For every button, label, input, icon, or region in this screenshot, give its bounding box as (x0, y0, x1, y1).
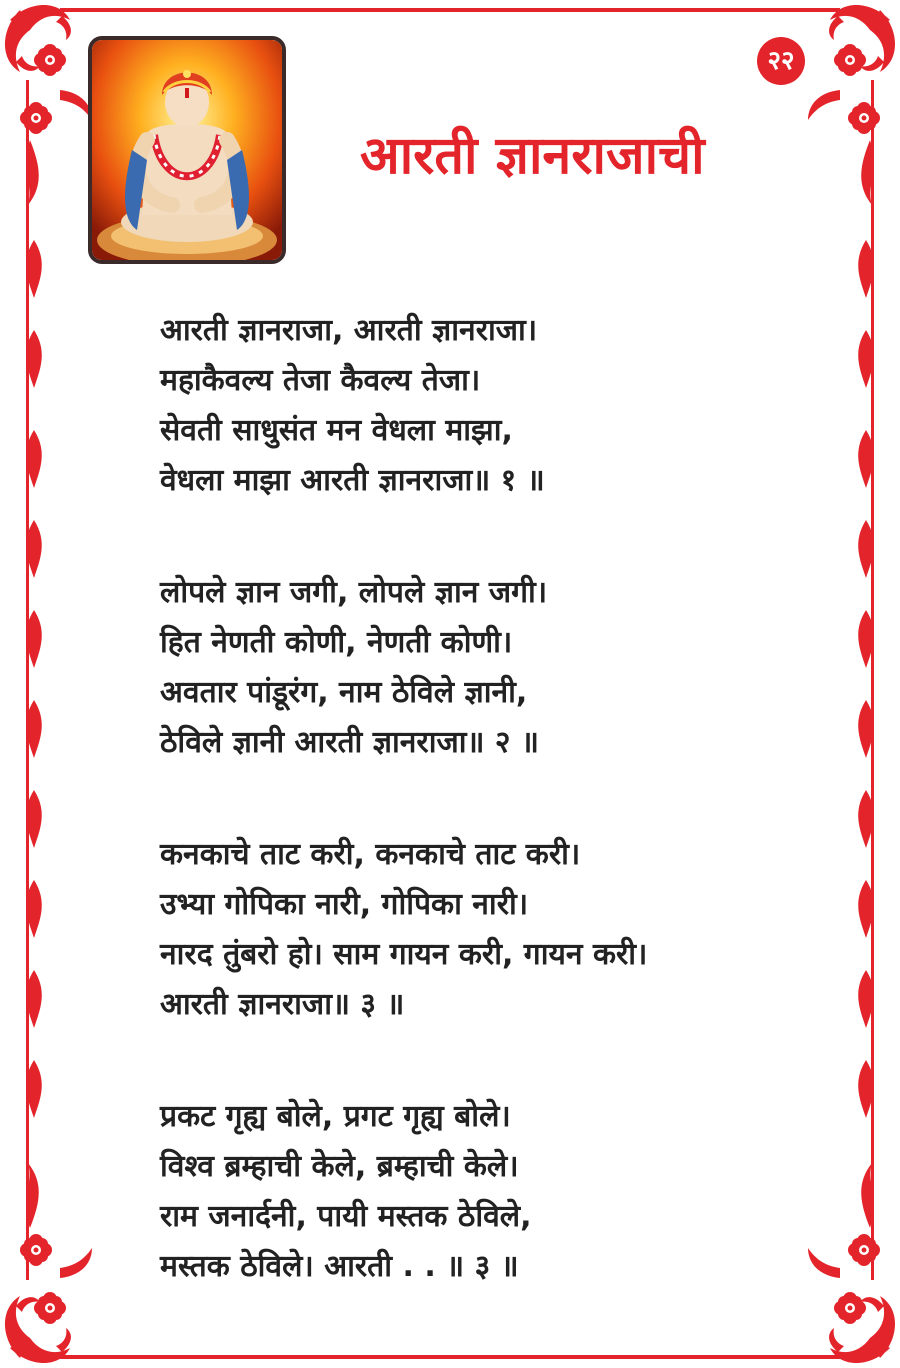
stanza-1 (160, 306, 810, 506)
stanza-4 (160, 1092, 810, 1292)
verse-line: विश्व ब्रम्हाची केले, ब्रम्हाची केले। (160, 1149, 519, 1184)
stanza-3 (160, 830, 810, 1030)
verse-line: ठेविले ज्ञानी आरती ज्ञानराजा॥ २ ॥ (160, 725, 539, 760)
aarti-verses (160, 306, 810, 1354)
verse-line: प्रकट गृह्य बोले, प्रगट गृह्य बोले। (160, 1099, 511, 1134)
verse-line: कनकाचे ताट करी, कनकाचे ताट करी। (160, 837, 581, 872)
verse-line: आरती ज्ञानराजा॥ ३ ॥ (160, 987, 405, 1022)
verse-line: आरती ज्ञानराजा, आरती ज्ञानराजा। (160, 313, 538, 348)
page-title: आरती ज्ञानराजाची (360, 126, 705, 186)
verse-line: अवतार पांडूरंग, नाम ठेविले ज्ञानी, (160, 675, 528, 710)
verse-line: उभ्या गोपिका नारी, गोपिका नारी। (160, 887, 529, 922)
verse-line: हित नेणती कोणी, नेणती कोणी। (160, 625, 513, 660)
verse-line: लोपले ज्ञान जगी, लोपले ज्ञान जगी। (160, 575, 548, 610)
verse-line: वेधला माझा आरती ज्ञानराजा॥ १ ॥ (160, 463, 545, 498)
verse-line: नारद तुंबरो हो। साम गायन करी, गायन करी। (160, 937, 648, 972)
verse-line: महाकैवल्य तेजा कैवल्य तेजा। (160, 363, 481, 398)
verse-line: सेवती साधुसंत मन वेधला माझा, (160, 413, 513, 448)
verse-line: मस्तक ठेविले। आरती . . ॥ ३ ॥ (160, 1249, 519, 1284)
saint-portrait (88, 36, 286, 264)
page-number-badge: २२ (757, 37, 805, 85)
stanza-2 (160, 568, 810, 768)
sant-dnyaneshwar-portrait-icon (92, 40, 282, 260)
verse-line: राम जनार्दनी, पायी मस्तक ठेविले, (160, 1199, 532, 1234)
